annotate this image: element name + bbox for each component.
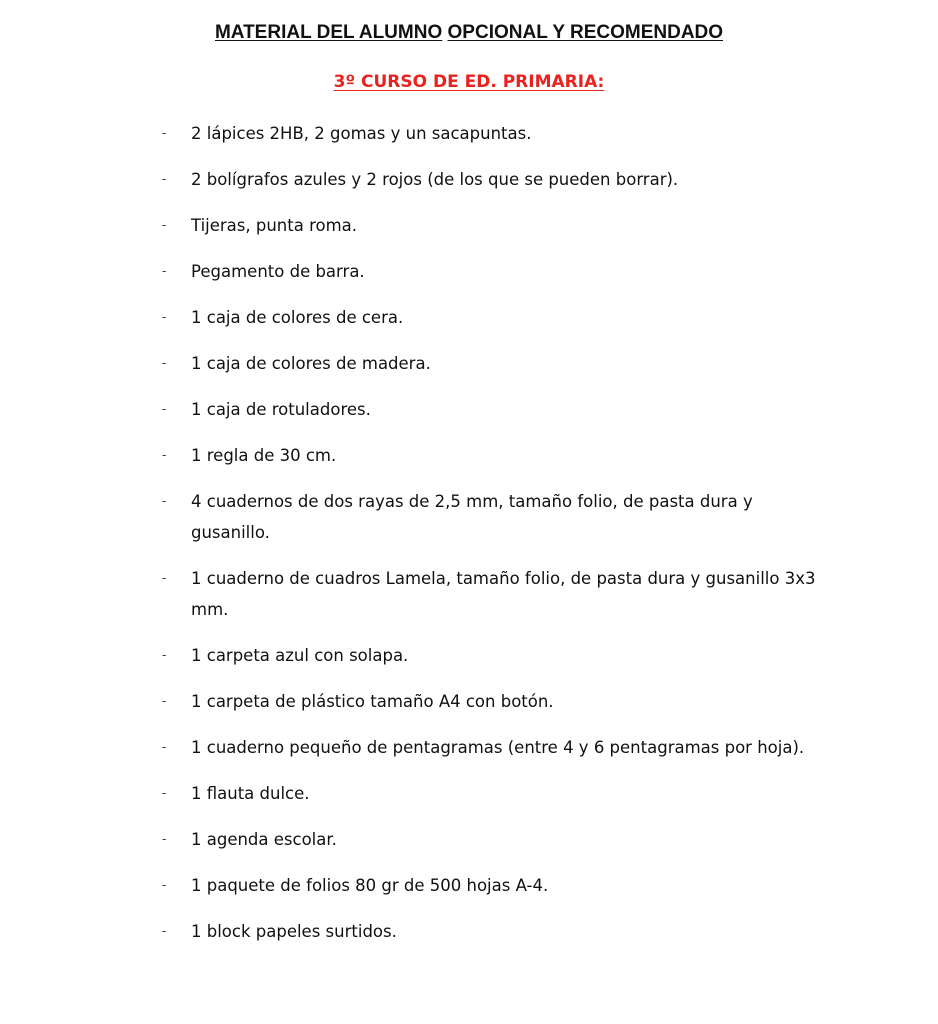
list-item-text: 1 caja de rotuladores. [191, 400, 371, 419]
bullet-dash: - [162, 878, 167, 892]
list-item-text: 1 cuaderno de cuadros Lamela, tamaño folio, de pasta dura y gusanillo 3x3 mm. [191, 569, 816, 619]
list-item-text: 2 bolígrafos azules y 2 rojos (de los que se pueden borrar). [191, 170, 679, 189]
materials-list [150, 118, 830, 962]
list-item-text: 1 agenda escolar. [191, 830, 337, 849]
bullet-dash: - [162, 740, 167, 754]
bullet-dash: - [162, 264, 167, 278]
list-item-text: 1 regla de 30 cm. [191, 446, 337, 465]
list-item [150, 824, 830, 855]
bullet-dash: - [162, 402, 167, 416]
page-title [0, 22, 938, 44]
list-item [150, 394, 830, 425]
list-item [150, 118, 830, 149]
list-item-text: 1 paquete de folios 80 gr de 500 hojas A-4. [191, 876, 549, 895]
list-item [150, 732, 830, 763]
list-item-text: 1 carpeta azul con solapa. [191, 646, 409, 665]
bullet-dash: - [162, 310, 167, 324]
title-underlined-part-2: OPCIONAL Y RECOMENDADO [447, 22, 724, 43]
list-item [150, 916, 830, 947]
bullet-dash: - [162, 172, 167, 186]
list-item-text: 1 carpeta de plástico tamaño A4 con botón. [191, 692, 554, 711]
list-item [150, 778, 830, 809]
bullet-dash: - [162, 126, 167, 140]
list-item-text: 1 cuaderno pequeño de pentagramas (entre 4 y 6 pentagramas por hoja). [191, 738, 805, 757]
list-item [150, 640, 830, 671]
course-subtitle: 3º CURSO DE ED. PRIMARIA: [333, 72, 605, 92]
list-item [150, 210, 830, 241]
list-item [150, 256, 830, 287]
list-item [150, 164, 830, 195]
bullet-dash: - [162, 924, 167, 938]
title-underlined-part: MATERIAL DEL ALUMNO [214, 22, 443, 43]
bullet-dash: - [162, 832, 167, 846]
bullet-dash: - [162, 648, 167, 662]
list-item-text: Tijeras, punta roma. [191, 216, 358, 235]
bullet-dash: - [162, 494, 167, 508]
list-item-text: 4 cuadernos de dos rayas de 2,5 mm, tamaño folio, de pasta dura y gusanillo. [191, 492, 753, 542]
bullet-dash: - [162, 218, 167, 232]
list-item-text: 1 caja de colores de madera. [191, 354, 431, 373]
list-item [150, 348, 830, 379]
bullet-dash: - [162, 448, 167, 462]
list-item [150, 563, 830, 625]
list-item [150, 440, 830, 471]
list-item-text: Pegamento de barra. [191, 262, 365, 281]
list-item-text: 1 block papeles surtidos. [191, 922, 397, 941]
list-item-text: 1 caja de colores de cera. [191, 308, 404, 327]
list-item-text: 1 flauta dulce. [191, 784, 310, 803]
list-item [150, 302, 830, 333]
list-item [150, 870, 830, 901]
bullet-dash: - [162, 571, 167, 585]
bullet-dash: - [162, 786, 167, 800]
list-item [150, 686, 830, 717]
list-item-text: 2 lápices 2HB, 2 gomas y un sacapuntas. [191, 124, 532, 143]
list-item [150, 486, 830, 548]
bullet-dash: - [162, 356, 167, 370]
bullet-dash: - [162, 694, 167, 708]
